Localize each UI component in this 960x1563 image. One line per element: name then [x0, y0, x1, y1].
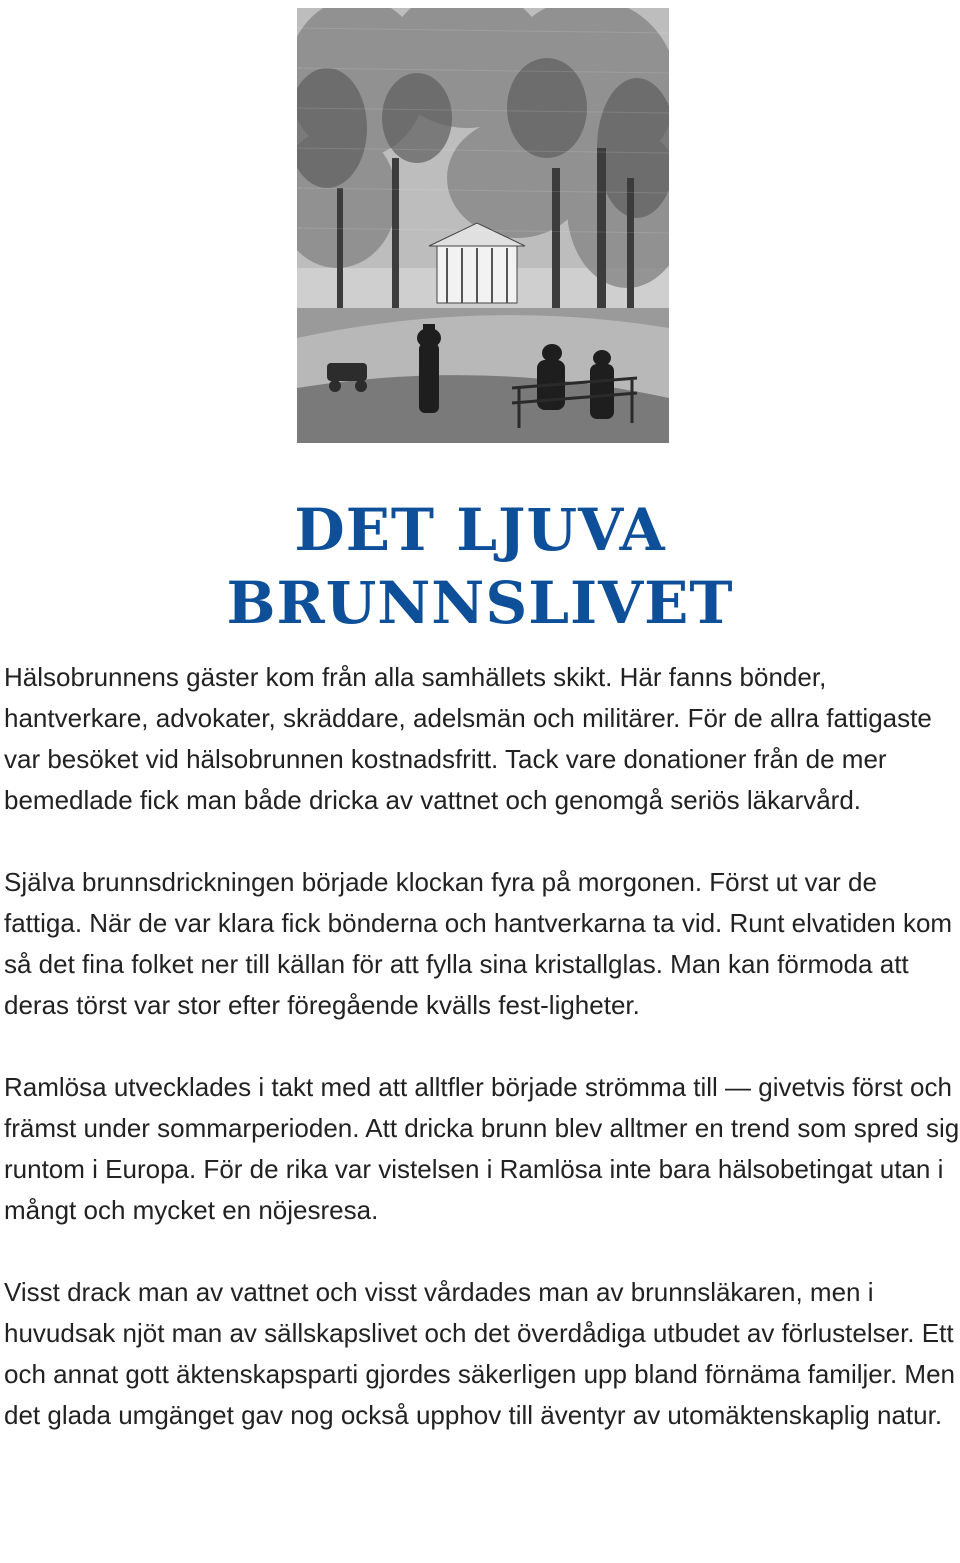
- paragraph-3: Ramlösa utvecklades i takt med att alltfler började strömma till — givetvis först och främst under sommarperioden. Att dricka brunn blev alltmer en trend som spred sig runtom i Europa. För de rika var vistelsen i Ramlösa inte bara hälsobetingat utan i mångt och mycket en nöjesresa.: [4, 1072, 960, 1225]
- paragraph-1: Hälsobrunnens gäster kom från alla samhällets skikt. Här fanns bönder, hantverkare, advokater, skräddare, adelsmän och militärer. För de allra fattigaste var besöket vid hälsobrunnen kostnadsfritt. Tack vare donationer från de mer bemedlade fick man både dricka av vattnet och genomgå seriös läkarvård.: [4, 662, 932, 815]
- article-body: [4, 657, 960, 1436]
- paragraph-4: Visst drack man av vattnet och visst vårdades man av brunnsläkaren, men i huvudsak njöt man av sällskapslivet och det överdådiga utbudet av förlustelser. Ett och annat gott äktenskapsparti gjordes säkerligen upp bland förnäma familjer. Men det glada umgänget gav nog också upphov till äventyr av utomäktenskaplig natur.: [4, 1277, 956, 1430]
- title-line-2: BRUNNSLIVET: [226, 569, 734, 637]
- paragraph-2: Själva brunnsdrickningen började klockan fyra på morgonen. Först ut var de fattiga. När de var klara fick bönderna och hantverkarna ta vid. Runt elvatiden kom så det fina folket ner till källan för att fylla sina kristallglas. Man kan förmoda att deras törst var stor efter föregående kvälls fest-ligheter.: [4, 867, 953, 1020]
- park-engraving-image: [297, 8, 669, 443]
- title-line-1: DET LJUVA: [294, 496, 666, 564]
- page-title: [0, 494, 960, 640]
